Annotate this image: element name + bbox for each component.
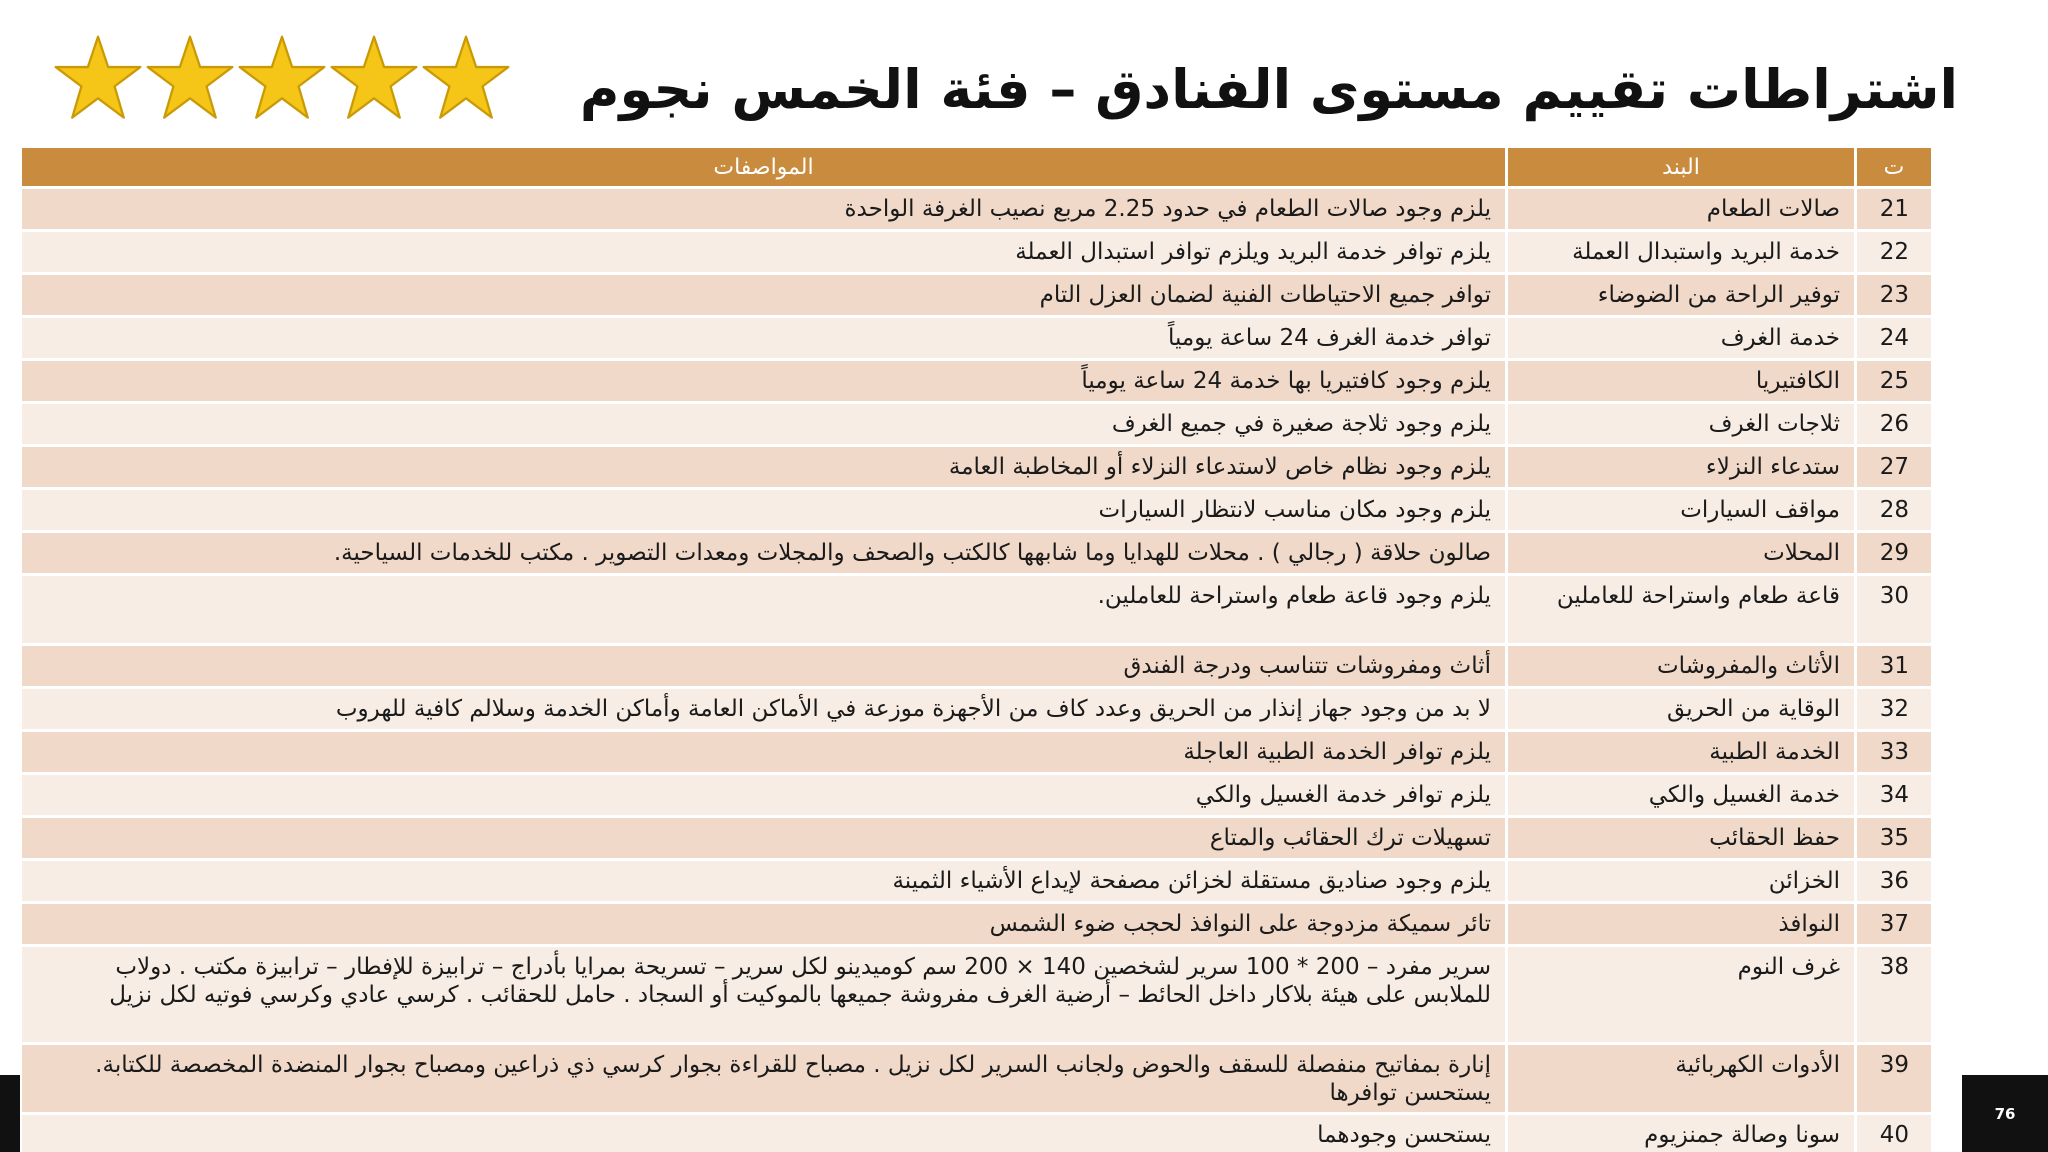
row-item: سونا وصالة جمنزيوم bbox=[1505, 1115, 1854, 1152]
requirements-table bbox=[22, 148, 1931, 1152]
row-item: خدمة الغرف bbox=[1505, 318, 1854, 361]
footer-bar bbox=[0, 1075, 20, 1152]
five-stars-rating bbox=[52, 30, 512, 130]
table-row bbox=[22, 1045, 1931, 1115]
row-spec: توافر خدمة الغرف 24 ساعة يومياً bbox=[22, 318, 1505, 361]
row-spec: يلزم وجود نظام خاص لاستدعاء النزلاء أو المخاطبة العامة bbox=[22, 447, 1505, 490]
row-item: توفير الراحة من الضوضاء bbox=[1505, 275, 1854, 318]
table-row bbox=[22, 275, 1931, 318]
row-num: 25 bbox=[1854, 361, 1931, 404]
table-row bbox=[22, 775, 1931, 818]
row-spec: تائر سميكة مزدوجة على النوافذ لحجب ضوء الشمس bbox=[22, 904, 1505, 947]
table-row bbox=[22, 947, 1931, 1045]
row-spec: يلزم وجود مكان مناسب لانتظار السيارات bbox=[22, 490, 1505, 533]
table-row bbox=[22, 490, 1931, 533]
row-spec: يلزم وجود قاعة طعام واستراحة للعاملين. bbox=[22, 576, 1505, 646]
row-num: 39 bbox=[1854, 1045, 1931, 1115]
row-item: خدمة الغسيل والكي bbox=[1505, 775, 1854, 818]
row-spec: يلزم توافر الخدمة الطبية العاجلة bbox=[22, 732, 1505, 775]
row-item: الأدوات الكهربائية bbox=[1505, 1045, 1854, 1115]
requirements-table-container bbox=[22, 148, 1931, 1152]
table-row bbox=[22, 1115, 1931, 1152]
table-row bbox=[22, 689, 1931, 732]
row-spec: يلزم وجود صالات الطعام في حدود 2.25 مربع نصيب الغرفة الواحدة bbox=[22, 189, 1505, 232]
row-num: 27 bbox=[1854, 447, 1931, 490]
header-num: ت bbox=[1854, 148, 1931, 189]
row-item: ستدعاء النزلاء bbox=[1505, 447, 1854, 490]
table-row bbox=[22, 318, 1931, 361]
row-item: الخزائن bbox=[1505, 861, 1854, 904]
star-icon bbox=[236, 30, 328, 128]
table-row bbox=[22, 861, 1931, 904]
row-num: 37 bbox=[1854, 904, 1931, 947]
row-spec: يلزم وجود كافتيريا بها خدمة 24 ساعة يومياً bbox=[22, 361, 1505, 404]
table-row bbox=[22, 361, 1931, 404]
row-item: قاعة طعام واستراحة للعاملين bbox=[1505, 576, 1854, 646]
row-num: 21 bbox=[1854, 189, 1931, 232]
row-item: الكافتيريا bbox=[1505, 361, 1854, 404]
table-row bbox=[22, 818, 1931, 861]
row-num: 31 bbox=[1854, 646, 1931, 689]
row-item: الخدمة الطبية bbox=[1505, 732, 1854, 775]
row-num: 40 bbox=[1854, 1115, 1931, 1152]
row-num: 30 bbox=[1854, 576, 1931, 646]
table-row bbox=[22, 646, 1931, 689]
row-num: 34 bbox=[1854, 775, 1931, 818]
table-row bbox=[22, 732, 1931, 775]
row-item: حفظ الحقائب bbox=[1505, 818, 1854, 861]
row-num: 23 bbox=[1854, 275, 1931, 318]
row-num: 26 bbox=[1854, 404, 1931, 447]
header-item: البند bbox=[1505, 148, 1854, 189]
row-spec: يلزم توافر خدمة الغسيل والكي bbox=[22, 775, 1505, 818]
row-item: المحلات bbox=[1505, 533, 1854, 576]
star-icon bbox=[420, 30, 512, 128]
star-icon bbox=[52, 30, 144, 128]
row-spec: لا بد من وجود جهاز إنذار من الحريق وعدد كاف من الأجهزة موزعة في الأماكن العامة وأماكن الخدمة وسلالم كافية للهروب bbox=[22, 689, 1505, 732]
row-spec: سرير مفرد – 200 * 100 سرير لشخصين 140 × 200 سم كوميدينو لكل سرير – تسريحة بمرايا بأدراج – ترابيزة للإفطار – ترابيزة مكتب . دولاب للملابس على هيئة بلاكار داخل الحائط – أرضية الغرف مفروشة جميعها بالموكيت أو السجاد . حامل للحقائب . كرسي عادي وكرسي فوتيه لكل نزيل bbox=[22, 947, 1505, 1045]
row-spec: إنارة بمفاتيح منفصلة للسقف والحوض ولجانب السرير لكل نزيل . مصباح للقراءة بجوار كرسي ذي ذراعين ومصباح بجوار المنضدة المخصصة للكتابة. يستحسن توافرها bbox=[22, 1045, 1505, 1115]
row-item: مواقف السيارات bbox=[1505, 490, 1854, 533]
star-icon bbox=[144, 30, 236, 128]
row-spec: تسهيلات ترك الحقائب والمتاع bbox=[22, 818, 1505, 861]
row-item: الوقاية من الحريق bbox=[1505, 689, 1854, 732]
row-num: 36 bbox=[1854, 861, 1931, 904]
star-icon bbox=[328, 30, 420, 128]
row-spec: يلزم وجود صناديق مستقلة لخزائن مصفحة لإيداع الأشياء الثمينة bbox=[22, 861, 1505, 904]
row-num: 28 bbox=[1854, 490, 1931, 533]
table-row bbox=[22, 189, 1931, 232]
row-item: غرف النوم bbox=[1505, 947, 1854, 1045]
table-row bbox=[22, 576, 1931, 646]
table-row bbox=[22, 447, 1931, 490]
row-item: النوافذ bbox=[1505, 904, 1854, 947]
table-row bbox=[22, 533, 1931, 576]
row-spec: يستحسن وجودهما bbox=[22, 1115, 1505, 1152]
header-spec: المواصفات bbox=[22, 148, 1505, 189]
page-title: اشتراطات تقييم مستوى الفنادق – فئة الخمس نجوم bbox=[579, 58, 1958, 121]
table-row bbox=[22, 232, 1931, 275]
row-num: 38 bbox=[1854, 947, 1931, 1045]
row-spec: يلزم توافر خدمة البريد ويلزم توافر استبدال العملة bbox=[22, 232, 1505, 275]
row-item: ثلاجات الغرف bbox=[1505, 404, 1854, 447]
row-num: 33 bbox=[1854, 732, 1931, 775]
row-item: خدمة البريد واستبدال العملة bbox=[1505, 232, 1854, 275]
row-num: 29 bbox=[1854, 533, 1931, 576]
row-spec: صالون حلاقة ( رجالي ) . محلات للهدايا وما شابهها كالكتب والصحف والمجلات ومعدات التصوير . مكتب للخدمات السياحية. bbox=[22, 533, 1505, 576]
row-spec: توافر جميع الاحتياطات الفنية لضمان العزل التام bbox=[22, 275, 1505, 318]
row-item: الأثاث والمفروشات bbox=[1505, 646, 1854, 689]
table-header-row bbox=[22, 148, 1931, 189]
row-num: 24 bbox=[1854, 318, 1931, 361]
row-item: صالات الطعام bbox=[1505, 189, 1854, 232]
row-num: 22 bbox=[1854, 232, 1931, 275]
slide-number: 76 bbox=[1962, 1075, 2048, 1152]
row-spec: أثاث ومفروشات تتناسب ودرجة الفندق bbox=[22, 646, 1505, 689]
table-row bbox=[22, 404, 1931, 447]
row-num: 32 bbox=[1854, 689, 1931, 732]
table-row bbox=[22, 904, 1931, 947]
row-spec: يلزم وجود ثلاجة صغيرة في جميع الغرف bbox=[22, 404, 1505, 447]
row-num: 35 bbox=[1854, 818, 1931, 861]
